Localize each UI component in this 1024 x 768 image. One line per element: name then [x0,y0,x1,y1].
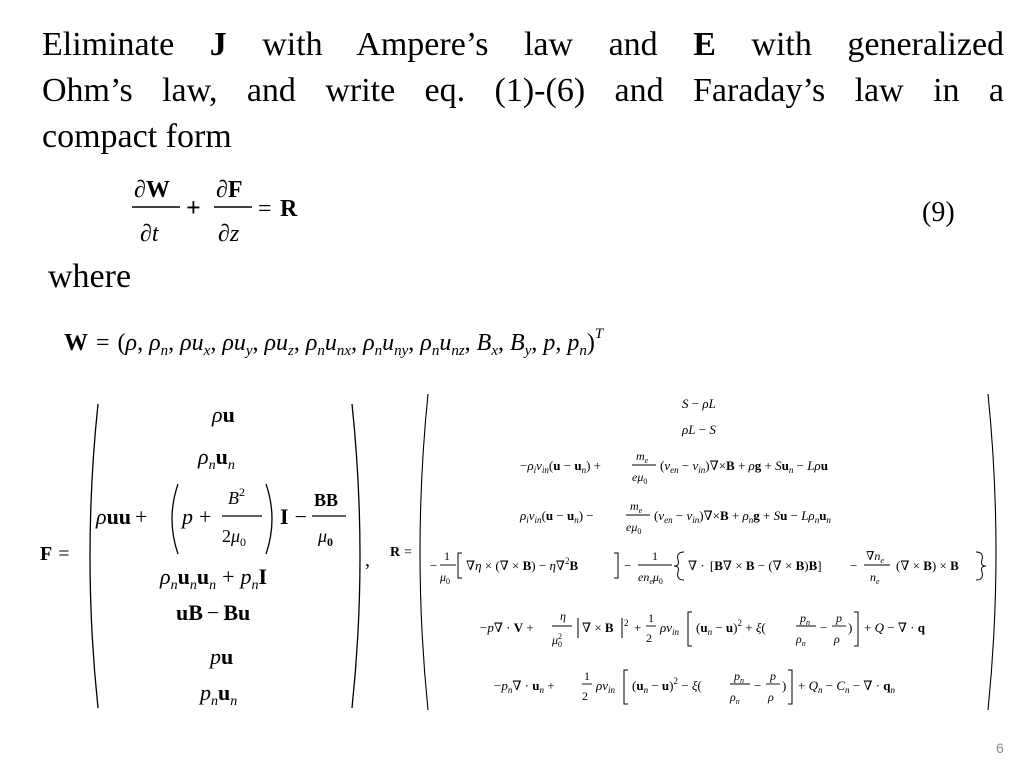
svg-text:η: η [560,609,566,623]
svg-text:ρνin: $\rho\nu_{in}$ [660,620,680,637]
svg-text:−: − [624,558,632,573]
svg-text:=: = [258,196,272,222]
equation-9 [130,170,350,250]
svg-text:uB−Bu: uB − Bu [176,600,251,625]
svg-text:μ20: $\mu^2$ 0 [552,632,563,649]
svg-text:∇ × B: ∇ × B [582,620,614,635]
svg-text:μ0: $\mu_0$ [440,570,451,586]
svg-text:+: + [634,620,642,635]
svg-text:∇ · [B∇ × B − (∇ × B)B]: ∇ · [B∇ × B − (∇ × B)B] [688,558,822,573]
svg-text:+: + [186,193,201,222]
page-number: 6 [996,740,1004,756]
svg-text:(νen − νin)∇×B + ρng + Su − Lρ: $(\nu_{en} - \nu_{in})\nabla\times B + \rho_ng + Su - L\rho_nu_n$ [654,508,831,525]
svg-text:pn: $p_n$ [734,669,744,685]
svg-text:∂W: ∂W [134,177,170,203]
svg-text:ρnunun+pnI: $\rho_nu_nu_n + p_nI$ [160,564,268,593]
f-vector-equation [40,396,390,716]
svg-text:B2: $B^2$ [228,485,245,508]
svg-text:eμ0: $e\mu_0$ [632,470,648,486]
svg-text:ρ: ρ [768,690,774,704]
svg-text:−: − [820,620,828,635]
svg-text:1: 1 [648,611,654,625]
svg-text:BB: BB [314,490,339,510]
svg-text:eneμ0: $en_e\mu_0$ [638,570,663,586]
svg-text:−pn∇ · un +: $-p_n\nabla \cdot u_n$ + [494,678,555,695]
svg-text:ρνin: $\rho\nu_{in}$ [596,678,616,695]
svg-text:ne: $n_e$ [870,570,880,586]
svg-text:p: p [770,669,776,683]
svg-text:F=: F = [40,543,70,565]
r-vector-equation [390,390,1002,715]
svg-text:μ0: $\mu_0$ [318,526,334,549]
svg-text:ρn: $\rho_n$ [796,632,806,648]
where-label: where [48,258,132,295]
svg-text:−p∇ · V +: −p∇ · V + [480,620,534,635]
svg-text:1: 1 [652,549,658,563]
svg-text:ρuu+: ρuu + [96,504,148,529]
svg-text:(un − u)2 − ξ(: $(u_n - u)^2 - \xi$( [632,676,702,695]
svg-text:ρu: ρu [212,402,235,427]
svg-text:p+: p + [182,504,212,529]
svg-text:2μ0: $2\mu_0$ [222,526,247,549]
svg-text:ρL − S: ρL − S [682,422,716,437]
svg-text:eμ0: $e\mu_0$ [626,520,642,536]
intro-line-1: Eliminate J with Ampere’s law and E with generalized [42,26,1005,63]
svg-text:−: − [754,678,762,693]
svg-text:pu: pu [210,644,234,669]
intro-paragraph [42,22,1004,160]
svg-text:me: $m_e$ [630,499,643,515]
equation-number: (9) [922,197,955,228]
svg-text:∂t: ∂t [140,221,159,247]
svg-text:ρn: $\rho_n$ [730,690,740,706]
w-vector-equation [64,318,844,368]
svg-text:me: $m_e$ [636,449,649,465]
svg-text:W=(ρ, ρn, ρux, ρuy, ρuz, ρnunx: W = (ρ, $\rho_n$, $\rho u_x$, $\rho u_y$, $\rho u_z$, $\rho_nu_{nx}$, $\rho_nu_{ny}$, $\rho_nu_{nz}$, $B_x$, $B_y$, p, $p_n)^T$ [64,326,604,359]
svg-text:1: 1 [584,669,590,683]
svg-text:(∇ × B) × B: (∇ × B) × B [896,558,959,573]
svg-text:ρnun: $\rho_nu_n$ [198,444,235,473]
svg-text:p: p [836,611,842,625]
svg-text:−: − [850,558,858,573]
svg-text:): ) [782,678,787,693]
svg-text:∇η × (∇ × B) − η∇2B: ∇η × (∇ × B) − η∇$^2$B [466,556,579,573]
svg-text:ρ: ρ [834,632,840,646]
svg-text:S − ρL: S − ρL [682,396,716,411]
svg-text:R=: R = [390,545,413,560]
svg-text:I−: I − [280,504,307,529]
svg-text:2: 2 [582,689,588,703]
svg-text:−ρiνin(u − un) +: $-\rho_i\nu_{in}(u - u_n)$ + [520,458,601,475]
svg-text:∂z: ∂z [218,221,240,247]
svg-text:−: − [430,558,438,573]
svg-text:∂F: ∂F [216,177,243,203]
svg-text:): ) [848,620,853,635]
intro-line-3: compact form [42,118,232,155]
svg-text:R: R [280,196,298,222]
svg-text:pnun: $p_nu_n$ [200,680,238,709]
svg-text:∇ne: $\nabla n_e$ [866,549,884,565]
svg-text:,: , [365,549,370,571]
svg-text:(νen − νin)∇×B + ρg + Sun − Lρ: $(\nu_{en} - \nu_{in})\nabla\times B + \rho g + Su_n - L\rho u$ [660,458,828,475]
svg-text:1: 1 [444,549,450,563]
intro-line-2: Ohm’s law, and write eq. (1)-(6) and Faraday’s law in a [42,72,1004,109]
svg-text:+ Qn − Cn − ∇ · qn: + $Q_n - C_n$ − ∇ · $q_n$ [798,678,895,695]
svg-text:2: 2 [624,618,629,628]
svg-text:ρiνin(u − un) −: $\rho_i\nu_{in}(u - u_n)$ − [520,508,594,525]
svg-text:2: 2 [646,631,652,645]
svg-text:(un − u)2 + ξ(: $(u_n - u)^2 + \xi$( [696,618,766,637]
svg-text:pn: $p_n$ [800,611,810,627]
svg-text:+ Q − ∇ · q: + Q − ∇ · q [864,620,925,635]
